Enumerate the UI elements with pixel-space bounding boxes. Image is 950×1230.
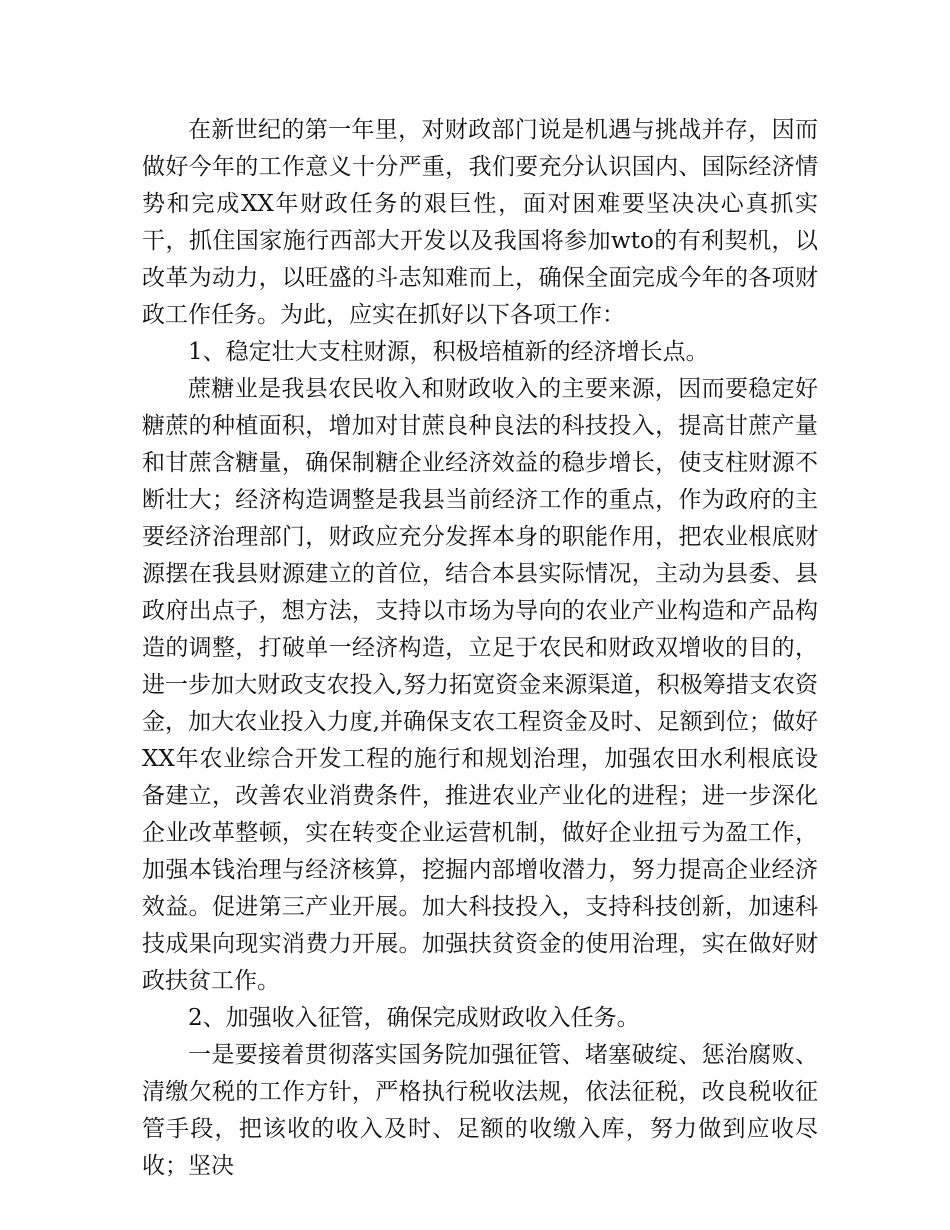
paragraph-section-1: 蔗糖业是我县农民收入和财政收入的主要来源，因而要稳定好糖蔗的种植面积，增加对甘蔗良种良法的科技投入，提高甘蔗产量和甘蔗含糖量，确保制糖企业经济效益的稳步增长，使支柱财源不断壮大；经济构造调整是我县当前经济工作的重点，作为政府的主要经济治理部门，财政应充分发挥本身的职能作用，把农业根底财源摆在我县财源建立的首位，结合本县实际情况，主动为县委、县政府出点子，想方法，支持以市场为导向的农业产业构造和产品构造的调整，打破单一经济构造，立足于农民和财政双增收的目的，进一步加大财政支农投入,努力拓宽资金来源渠道，积极筹措支农资金，加大农业投入力度,并确保支农工程资金及时、足额到位；做好XX年农业综合开发工程的施行和规划治理，加强农田水利根底设备建立，改善农业消费条件，推进农业产业化的进程；进一步深化企业改革整顿，实在转变企业运营机制，做好企业扭亏为盈工作，加强本钱治理与经济核算，挖掘内部增收潜力，努力提高企业经济效益。促进第三产业开展。加大科技投入，支持科技创新，加速科技成果向现实消费力开展。加强扶贫资金的使用治理，实在做好财政扶贫工作。 [142,376,818,994]
section-heading-2: 2、加强收入征管，确保完成财政收入任务。 [188,1005,640,1031]
section-heading-1: 1、稳定壮大支柱财源，积极培植新的经济增长点。 [188,339,709,365]
paragraph-intro: 在新世纪的第一年里，对财政部门说是机遇与挑战并存，因而做好今年的工作意义十分严重，我们要充分认识国内、国际经济情势和完成XX年财政任务的艰巨性，面对困难要坚决决心真抓实干，抓住国家施行西部大开发以及我国将参加wto的有利契机，以改革为动力，以旺盛的斗志知难而上，确保全面完成今年的各项财政工作任务。为此，应实在抓好以下各项工作： [142,117,818,328]
paragraph-section-2: 一是要接着贯彻落实国务院加强征管、堵塞破绽、惩治腐败、清缴欠税的工作方针，严格执行税收法规，依法征税，改良税收征管手段，把该收的收入及时、足额的收缴入库，努力做到应收尽收；坚决 [142,1042,818,1179]
document-body [142,112,818,1185]
